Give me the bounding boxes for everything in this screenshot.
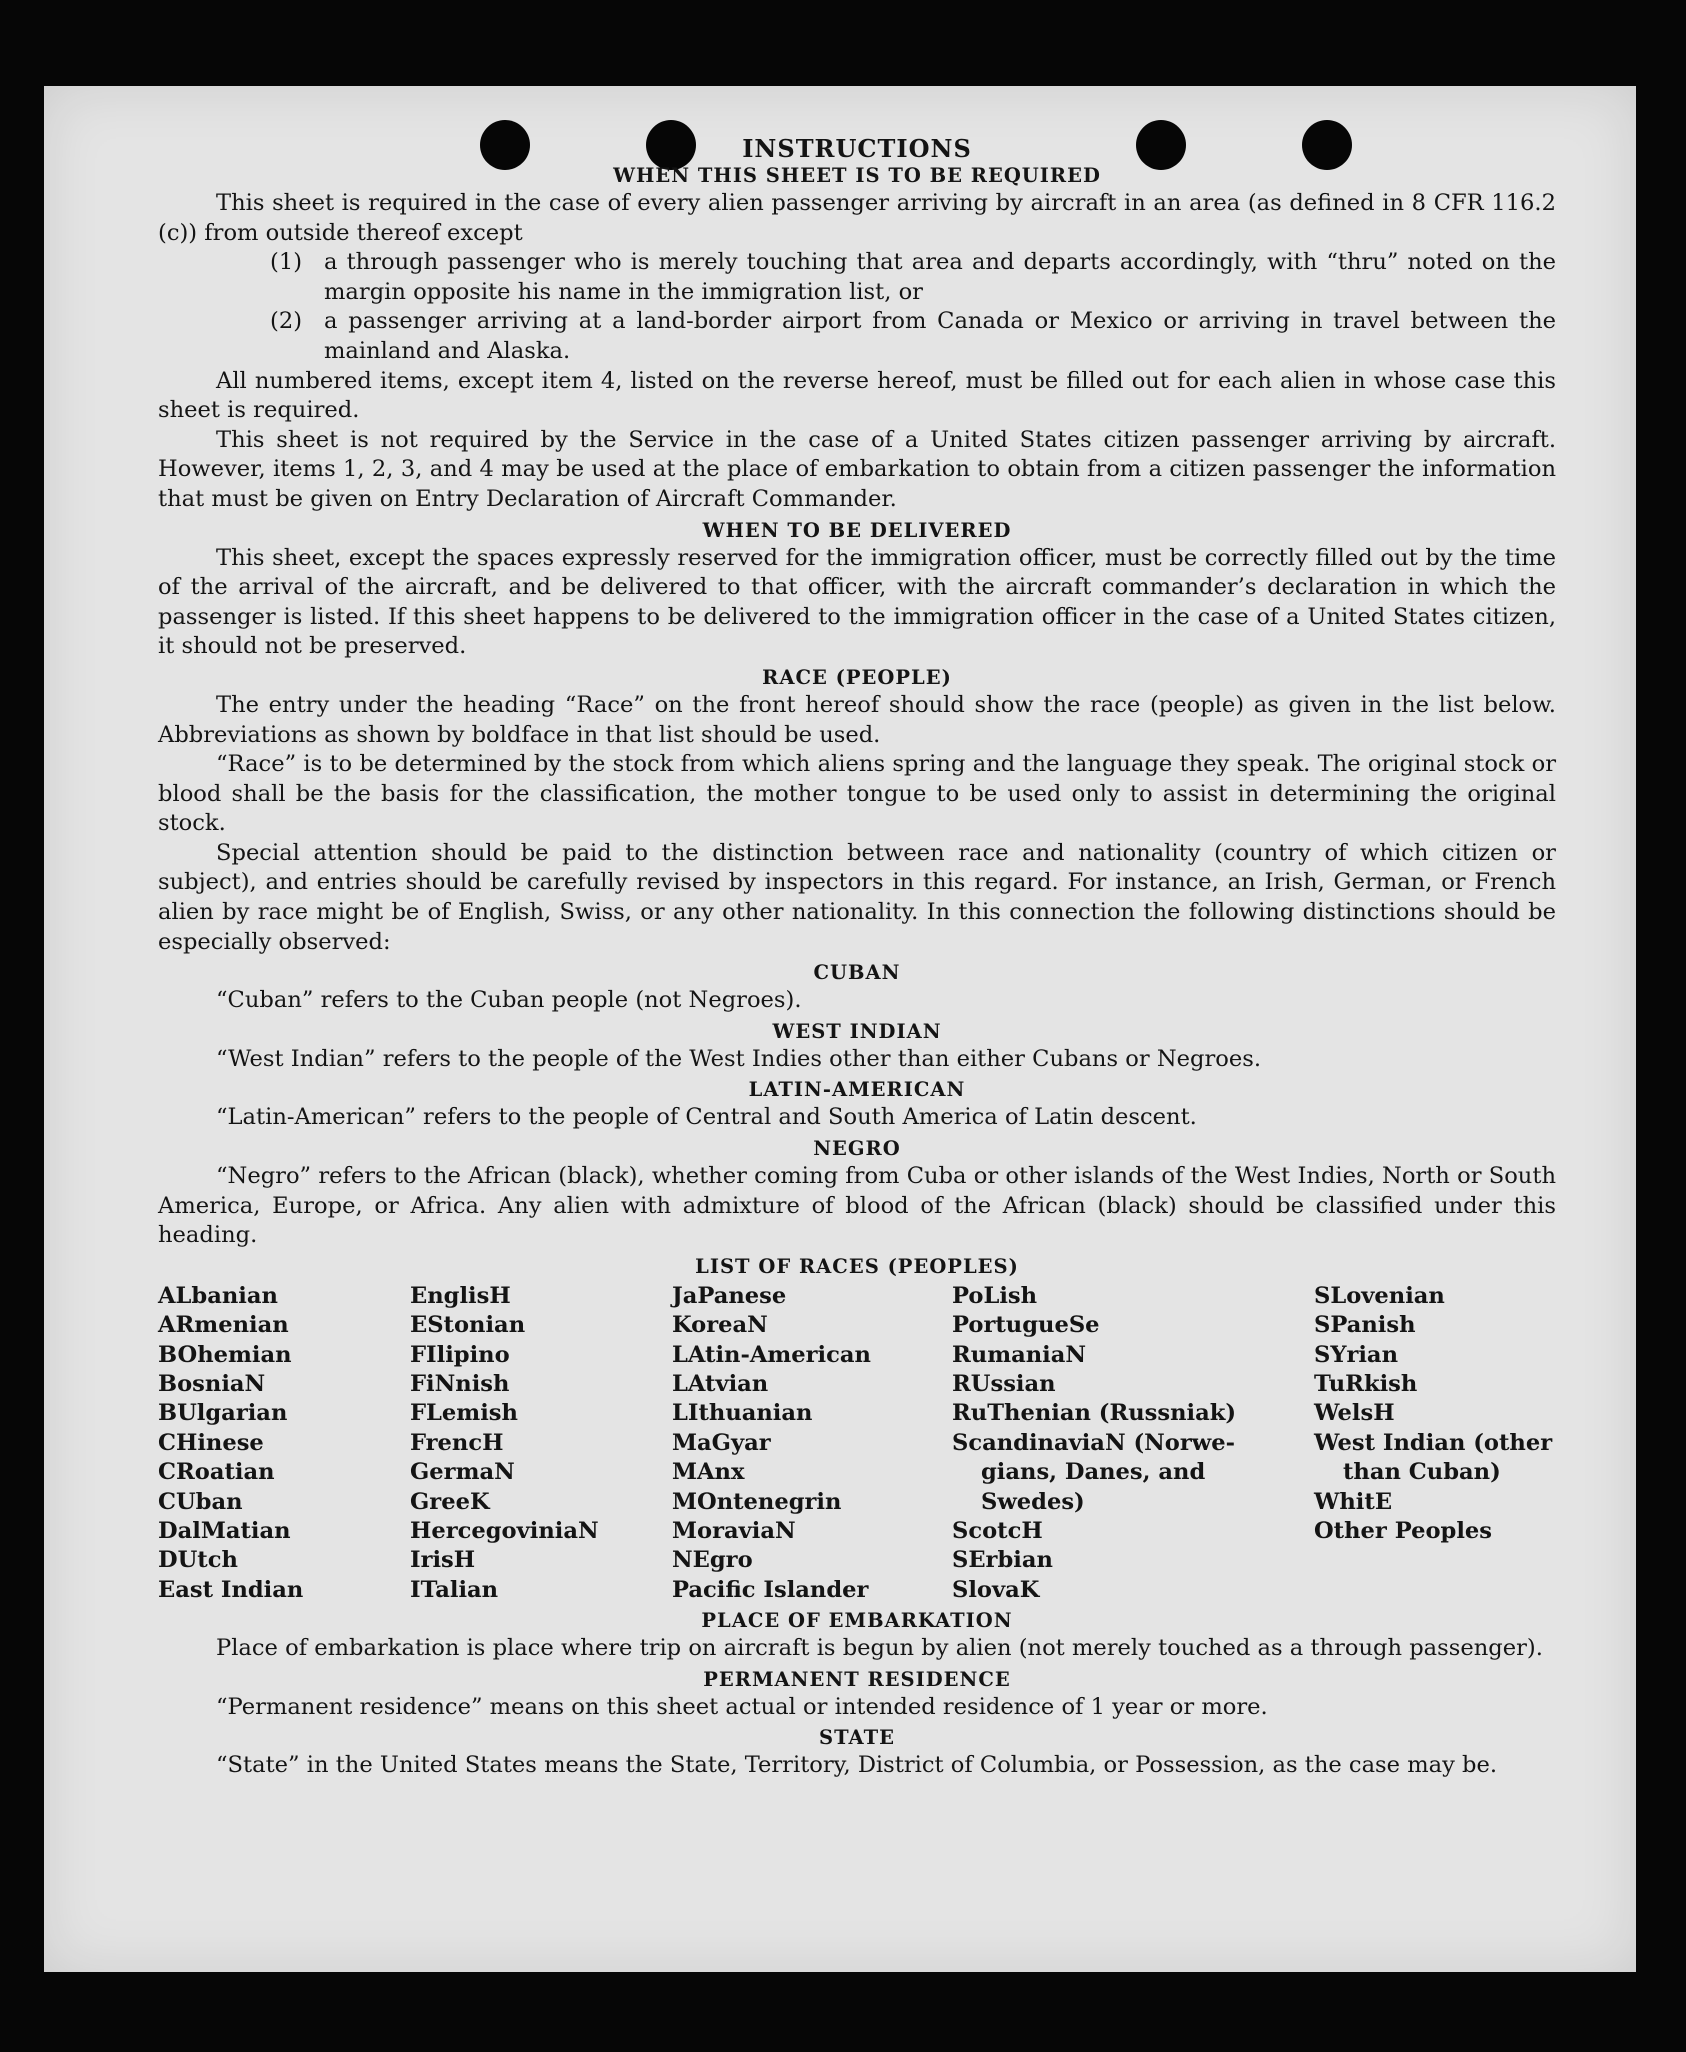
exception-item-number: (1) (270, 249, 303, 276)
race-entry: LIthuanian (672, 1400, 813, 1427)
race-entry: ScotcH (952, 1518, 1043, 1545)
exception-item (270, 248, 1556, 307)
race-entry-continuation: Swedes) (981, 1488, 1085, 1515)
race-entry: SlovaK (952, 1576, 1040, 1603)
section-heading-cuban: CUBAN (813, 961, 901, 985)
race-entry: CHinese (158, 1429, 264, 1456)
race-entry: West Indian (other (1314, 1429, 1553, 1456)
race-entry: MAnx (672, 1459, 745, 1486)
when-required-para3: This sheet is not required by the Service in the case of a United States citizen passenger arriving by aircraft. However, items 1, 2, 3, and 4 may be used at the place of embarkation to obtain from a citizen passenger the information that must be given on Entry Declaration of Aircraft Commander. (158, 426, 1556, 512)
race-entry: FiNnish (410, 1371, 510, 1398)
race-entry: LAtin-American (672, 1341, 871, 1368)
exception-item-number: (2) (270, 308, 303, 335)
race-entry: ALbanian (158, 1282, 278, 1309)
race-entry: ITalian (410, 1576, 499, 1603)
when-required-para2: All numbered items, except item 4, listed on the reverse hereof, must be filled out for each alien in whose case this sheet is required. (158, 367, 1556, 424)
race-entry: PortugueSe (952, 1312, 1100, 1339)
race-column (672, 1282, 952, 1605)
section-heading-list-of-races: LIST OF RACES (PEOPLES) (695, 1254, 1019, 1278)
latin-american-text: “Latin-American” refers to the people of Central and South America of Latin descent. (216, 1104, 1197, 1131)
race-entry: RuThenian (Russniak) (952, 1400, 1237, 1427)
race-entry: FrencH (410, 1429, 504, 1456)
race-entry: HercegoviniaN (410, 1518, 599, 1545)
section-heading-when-required: WHEN THIS SHEET IS TO BE REQUIRED (613, 164, 1101, 187)
race-entry: BosniaN (158, 1371, 266, 1398)
race-entry: TuRkish (1314, 1371, 1418, 1398)
race-entry: MOntenegrin (672, 1488, 842, 1515)
race-entry: GermaN (410, 1459, 515, 1486)
section-heading-race: RACE (PEOPLE) (762, 665, 952, 689)
race-column (410, 1282, 672, 1605)
place-of-embarkation-text: Place of embarkation is place where trip on aircraft is begun by alien (not merely touched as a through passenger). (216, 1635, 1543, 1662)
when-delivered-text: This sheet, except the spaces expressly reserved for the immigration officer, must be correctly filled out by the time of the arrival of the aircraft, and be delivered to that officer, with the aircraft commander’s declaration in which the passenger is listed. If this sheet happens to be delivered to the immigration officer in the case of a United States citizen, it should not be preserved. (158, 544, 1556, 660)
race-entry: EStonian (410, 1312, 526, 1339)
race-entry: SYrian (1314, 1341, 1398, 1368)
document-page (44, 86, 1636, 1972)
race-entry: DUtch (158, 1547, 238, 1574)
exception-item (270, 307, 1556, 366)
instructions-content (158, 132, 1556, 1781)
race-entry: LAtvian (672, 1371, 769, 1398)
race-entry: SPanish (1314, 1312, 1416, 1339)
race-entry-continuation: gians, Danes, and (981, 1459, 1206, 1486)
race-entry: FIlipino (410, 1341, 510, 1368)
race-entry: BUlgarian (158, 1400, 288, 1427)
race-entry: Other Peoples (1314, 1518, 1492, 1545)
race-entry: KoreaN (672, 1312, 768, 1339)
race-entry: DalMatian (158, 1518, 291, 1545)
race-entry: ARmenian (158, 1312, 289, 1339)
race-entry: RUssian (952, 1371, 1056, 1398)
race-entry: FLemish (410, 1400, 518, 1427)
race-entry: ScandinaviaN (Norwe- (952, 1429, 1235, 1456)
race-entry: Pacific Islander (672, 1576, 869, 1603)
race-entry: WhitE (1314, 1488, 1393, 1515)
race-entry: BOhemian (158, 1341, 292, 1368)
race-entry: PoLish (952, 1282, 1038, 1309)
when-required-intro: This sheet is required in the case of every alien passenger arriving by aircraft in an area (as defined in 8 CFR 116.2 (c)) from outside thereof except (158, 190, 1556, 246)
exception-item-text: a passenger arriving at a land-border airport from Canada or Mexico or arriving in travel between the mainland and Alaska. (324, 308, 1556, 364)
race-entry: MoraviaN (672, 1518, 796, 1545)
section-heading-west-indian: WEST INDIAN (772, 1019, 942, 1043)
section-heading-negro: NEGRO (813, 1137, 901, 1161)
race-entry-continuation: than Cuban) (1343, 1459, 1501, 1486)
section-heading-latin-american: LATIN-AMERICAN (748, 1078, 966, 1102)
section-heading-place-of-embarkation: PLACE OF EMBARKATION (701, 1609, 1013, 1633)
section-heading-state: STATE (819, 1726, 895, 1750)
race-entry: NEgro (672, 1547, 753, 1574)
west-indian-text: “West Indian” refers to the people of the West Indies other than either Cubans or Negroes. (216, 1045, 1262, 1072)
state-text: “State” in the United States means the State, Territory, District of Columbia, or Possession, as the case may be. (216, 1752, 1498, 1779)
race-para3: Special attention should be paid to the distinction between race and nationality (country of which citizen or subject), and entries should be carefully revised by inspectors in this regard. For instance, an Irish, German, or French alien by race might be of English, Swiss, or any other nationality. In this connection the following distinctions should be especially observed: (158, 839, 1556, 955)
race-entry: CRoatian (158, 1459, 275, 1486)
race-entry: SErbian (952, 1547, 1053, 1574)
race-entry: WelsH (1314, 1400, 1395, 1427)
cuban-text: “Cuban” refers to the Cuban people (not Negroes). (216, 987, 802, 1014)
negro-text: “Negro” refers to the African (black), whether coming from Cuba or other islands of the West Indies, North or South America, Europe, or Africa. Any alien with admixture of blood of the African (black) should be classified under this heading. (158, 1163, 1556, 1249)
race-column (952, 1282, 1314, 1605)
section-heading-when-delivered: WHEN TO BE DELIVERED (702, 518, 1012, 542)
race-entry: IrisH (410, 1547, 476, 1574)
race-para2: “Race” is to be determined by the stock from which aliens spring and the language they speak. The original stock or blood shall be the basis for the classification, the mother tongue to be used only to assist in determining the original stock. (158, 751, 1556, 837)
race-column (158, 1282, 410, 1605)
race-entry: JaPanese (672, 1282, 787, 1309)
race-list (158, 1282, 1556, 1605)
race-entry: East Indian (158, 1576, 304, 1603)
race-entry: EnglisH (410, 1282, 511, 1309)
race-entry: RumaniaN (952, 1341, 1087, 1368)
document-title: INSTRUCTIONS (742, 134, 972, 163)
permanent-residence-text: “Permanent residence” means on this sheet actual or intended residence of 1 year or more. (216, 1693, 1268, 1720)
race-entry: MaGyar (672, 1429, 771, 1456)
exception-item-text: a through passenger who is merely touching that area and departs accordingly, with “thru” noted on the margin opposite his name in the immigration list, or (324, 249, 1556, 305)
race-column (1314, 1282, 1556, 1605)
section-heading-permanent-residence: PERMANENT RESIDENCE (703, 1667, 1011, 1691)
race-entry: CUban (158, 1488, 243, 1515)
race-entry: SLovenian (1314, 1282, 1445, 1309)
race-entry: GreeK (410, 1488, 490, 1515)
race-para1: The entry under the heading “Race” on the front hereof should show the race (people) as given in the list below. Abbreviations as shown by boldface in that list should be used. (158, 691, 1556, 748)
